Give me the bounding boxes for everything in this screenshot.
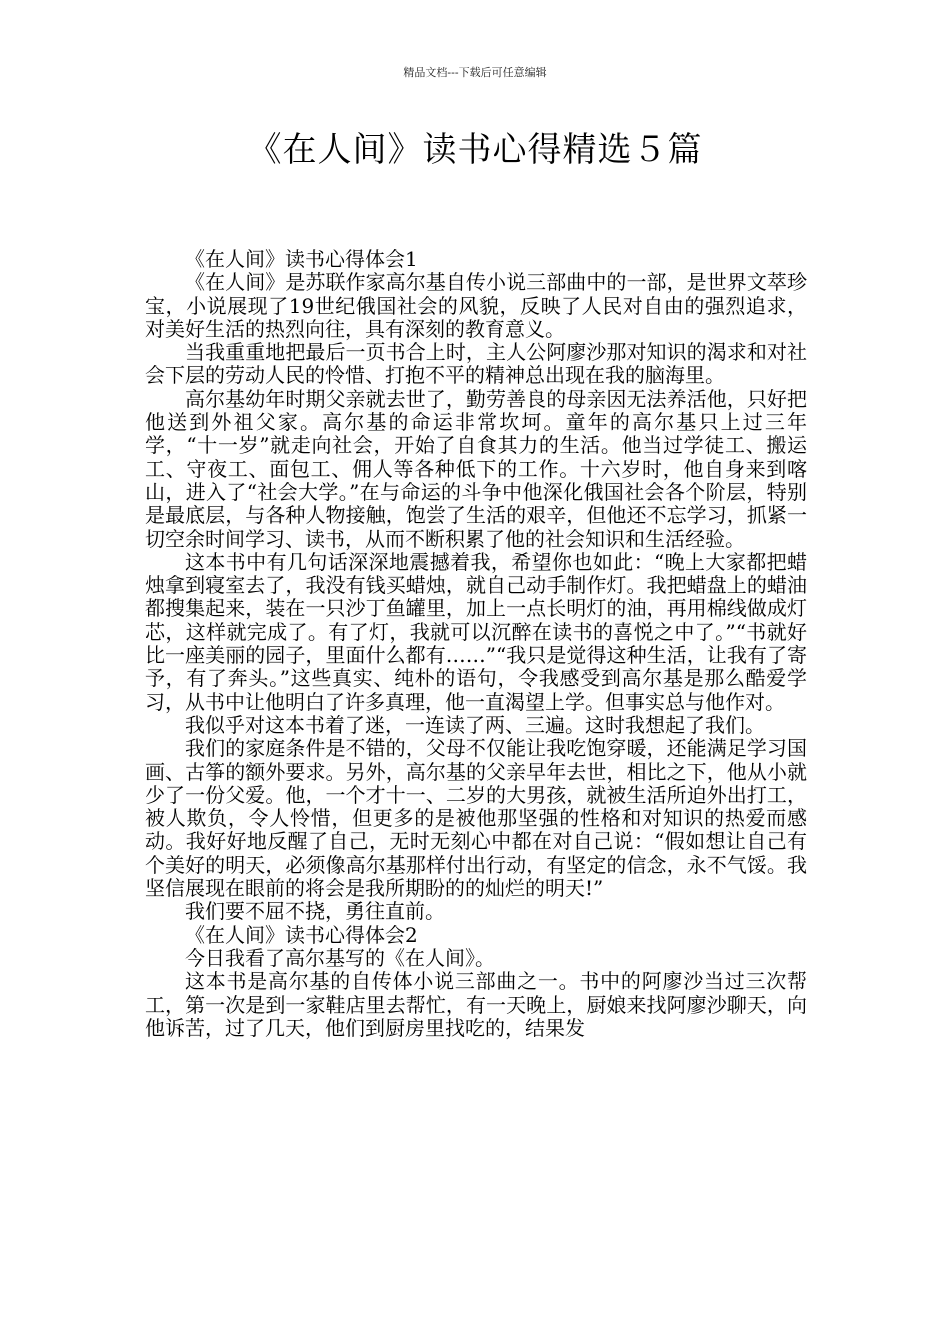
paragraph: 我似乎对这本书着了迷，一连读了两、三遍。这时我想起了我们。 bbox=[185, 712, 765, 737]
section-heading-1: 《在人间》读书心得体会1 bbox=[185, 247, 418, 271]
paragraph: 当我重重地把最后一页书合上时，主人公阿廖沙那对知识的渴求和对社会下层的劳动人民的怜惜、打抱不平的精神总出现在我的脑海里。 bbox=[145, 340, 807, 388]
header-note: 精品文档---下载后可任意编辑 bbox=[403, 66, 547, 79]
paragraph: 《在人间》是苏联作家高尔基自传小说三部曲中的一部，是世界文萃珍宝，小说展现了19世纪俄国社会的风貌，反映了人民对自由的强烈追求，对美好生活的热烈向往，具有深刻的教育意义。 bbox=[145, 270, 807, 341]
document-body bbox=[145, 248, 807, 1040]
paragraph: 我们要不屈不挠，勇往直前。 bbox=[185, 899, 445, 924]
paragraph: 我们的家庭条件是不错的，父母不仅能让我吃饱穿暖，还能满足学习国画、古筝的额外要求。另外，高尔基的父亲早年去世，相比之下，他从小就少了一份父爱。他，一个才十一、二岁的大男孩，就被生活所迫外出打工，被人欺负，令人怜惜，但更多的是被他那坚强的性格和对知识的热爱而感动。我好好地反醒了自己，无时无刻心中都在对自己说：“假如想让自己有个美好的明天，必须像高尔基那样付出行动，有坚定的信念，永不气馁。我坚信展现在眼前的将会是我所期盼的的灿烂的明天!” bbox=[145, 736, 807, 901]
paragraph: 今日我看了高尔基写的《在人间》。 bbox=[185, 945, 495, 970]
document-title: 《在人间》读书心得精选５篇 bbox=[247, 130, 703, 170]
paragraph: 这本书是高尔基的自传体小说三部曲之一。书中的阿廖沙当过三次帮工，第一次是到一家鞋店里去帮忙，有一天晚上，厨娘来找阿廖沙聊天，向他诉苦，过了几天，他们到厨房里找吃的，结果发 bbox=[145, 969, 807, 1040]
paragraph: 高尔基幼年时期父亲就去世了，勤劳善良的母亲因无法养活他，只好把他送到外祖父家。高尔基的命运非常坎坷。童年的高尔基只上过三年学，“十一岁”就走向社会，开始了自食其力的生活。他当过学徒工、搬运工、守夜工、面包工、佣人等各种低下的工作。十六岁时，他自身来到喀山，进入了“社会大学。”在与命运的斗争中他深化俄国社会各个阶层，特别是最底层，与各种人物接触，饱尝了生活的艰辛，但他还不忘学习，抓紧一切空余时间学习、读书，从而不断积累了他的社会知识和生活经验。 bbox=[145, 386, 807, 551]
section-heading-2: 《在人间》读书心得体会2 bbox=[185, 922, 418, 947]
paragraph: 这本书中有几句话深深地震撼着我，希望你也如此：“晚上大家都把蜡烛拿到寝室去了，我没有钱买蜡烛，就自己动手制作灯。我把蜡盘上的蜡油都搜集起来，装在一只沙丁鱼罐里，加上一点长明灯的油，再用棉线做成灯芯，这样就完成了。有了灯，我就可以沉醉在读书的喜悦之中了。”“书就好比一座美丽的园子，里面什么都有……”“我只是觉得这种生活，让我有了寄予，有了奔头。”这些真实、纯朴的语句，令我感受到高尔基是那么酷爱学习，从书中让他明白了许多真理，他一直渴望上学。但事实总与他作对。 bbox=[145, 549, 807, 714]
